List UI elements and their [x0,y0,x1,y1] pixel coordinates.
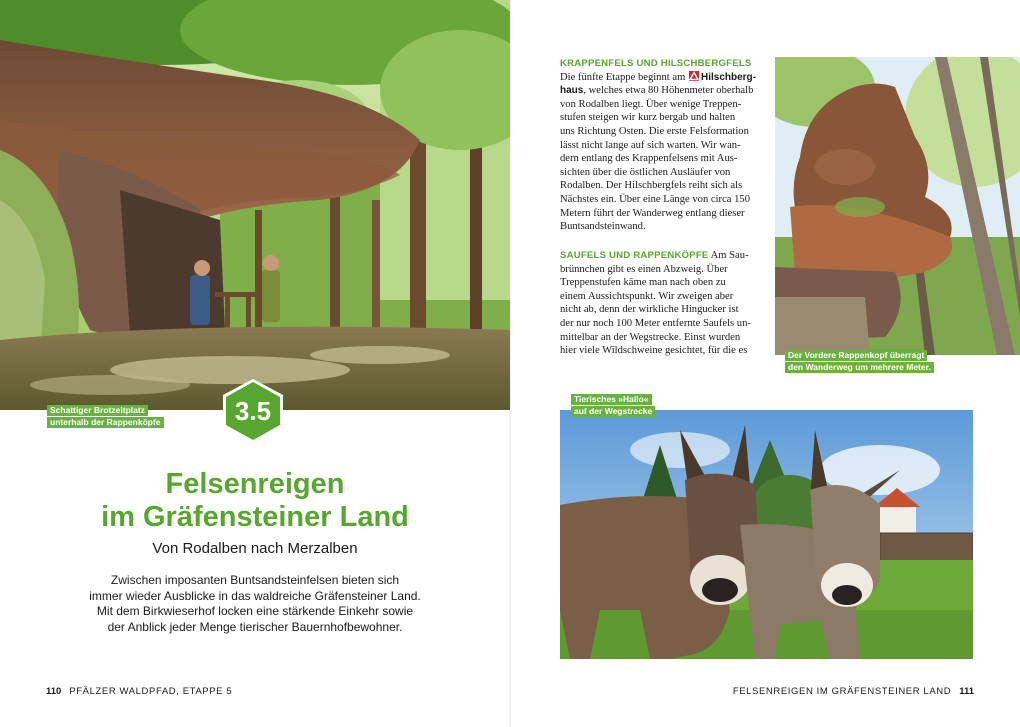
text-line: Nächstes ein. Über eine Länge von circa 150 [560,193,751,205]
text-line: SAUFELS UND RAPPENKÖPFE Am Sau- [560,250,749,261]
stage-subtitle: Von Rodalben nach Merzalben [152,540,358,557]
section-heading: KRAPPENFELS UND HILSCHBERGFELS [560,58,752,69]
intro-line: der Anblick jeder Menge tierischer Bauernhofbewohner. [107,619,403,634]
caption-line: unterhalb der Rappenköpfe [47,417,164,428]
intro-line: Zwischen imposanten Buntsandsteinfelsen bieten sich [110,573,400,587]
photo-donkeys [560,410,973,659]
text-line: sichten über die östlichen Ausläufer von [560,166,731,178]
caption-line: Der Vordere Rappenkopf überragt [785,350,927,361]
stage-title-line: Felsenreigen [165,468,345,500]
hut-icon [689,71,699,81]
text-line: mittelbar an der Wegstrecke. Einst wurden [560,331,741,343]
intro-line: Mit dem Birkwieserhof locken eine stärkende Einkehr sowie [96,604,414,618]
stage-intro [70,573,440,635]
text-line: dern entlang des Krappenfelsens mit Aus- [560,153,738,165]
text-line: stufen steigen wir kurz bergab und halten [560,112,736,124]
section-heading: SAUFELS UND RAPPENKÖPFE [560,250,709,261]
photo-caption-picnic [47,405,164,429]
text-line: Metern führt der Wanderweg entlang dieser [560,207,745,219]
text-line: lässt nicht lange auf sich warten. Wir wan- [560,139,741,151]
caption-line: auf der Wegstrecke [571,406,655,417]
text-line: hier viele Wildschweine gesichtet, für die es [560,345,748,357]
text-line: Die fünfte Etappe beginnt am Hilschberg- [560,71,756,83]
text-line: uns Richtung Osten. Die erste Felsformation [560,125,749,137]
place-name: Hilschberg- [700,71,756,83]
section-krappenfels [560,57,765,234]
place-name: haus [560,85,584,97]
text-line: brünnchen gibt es einen Abzweig. Über [560,263,728,275]
running-head: FELSENREIGEN IM GRÄFENSTEINER LAND [732,686,952,697]
text-line: einem Aussichtspunkt. Wir zweigen aber [560,290,734,302]
section-saufels [560,249,765,358]
text-line: Buntsandsteinwand. [560,221,646,233]
caption-line: den Wanderweg um mehrere Meter. [785,362,934,373]
photo-caption-donkeys [571,394,655,418]
caption-line: Schattiger Brotzeitplatz [47,405,148,416]
page-number: 111 [959,686,974,697]
running-head: PFÄLZER WALDPFAD, ETAPPE 5 [69,686,233,697]
footer-right [733,686,974,697]
text-line: Rodalben. Der Hilschbergfels reiht sich als [560,180,743,192]
caption-line: Tierisches »Hallo« [571,394,652,405]
photo-rock-overhang-picnic [0,0,510,410]
text-line: von Rodalben liegt. Über wenige Treppen- [560,98,742,110]
stage-title-line: im Gräfensteiner Land [101,501,409,533]
photo-rappenkopf-rock [775,57,1020,355]
stage-number-badge [221,378,285,444]
intro-line: immer wieder Ausblicke in das waldreiche Gräfensteiner Land. [89,588,421,603]
text-line: Treppenstufen käme man nach oben zu [560,277,726,289]
page-number: 110 [46,686,62,697]
stage-number: 3.5 [234,396,272,426]
stage-title [60,468,450,534]
footer-left [46,686,232,697]
text-line: haus, welches etwa 80 Höhenmeter oberhalb [560,85,754,97]
photo-caption-rappenkopf [785,350,934,374]
text-line: der nur noch 100 Meter entfernte Saufels un- [560,317,751,329]
text-line: nicht ab, denn der wirkliche Hingucker ist [560,304,739,316]
